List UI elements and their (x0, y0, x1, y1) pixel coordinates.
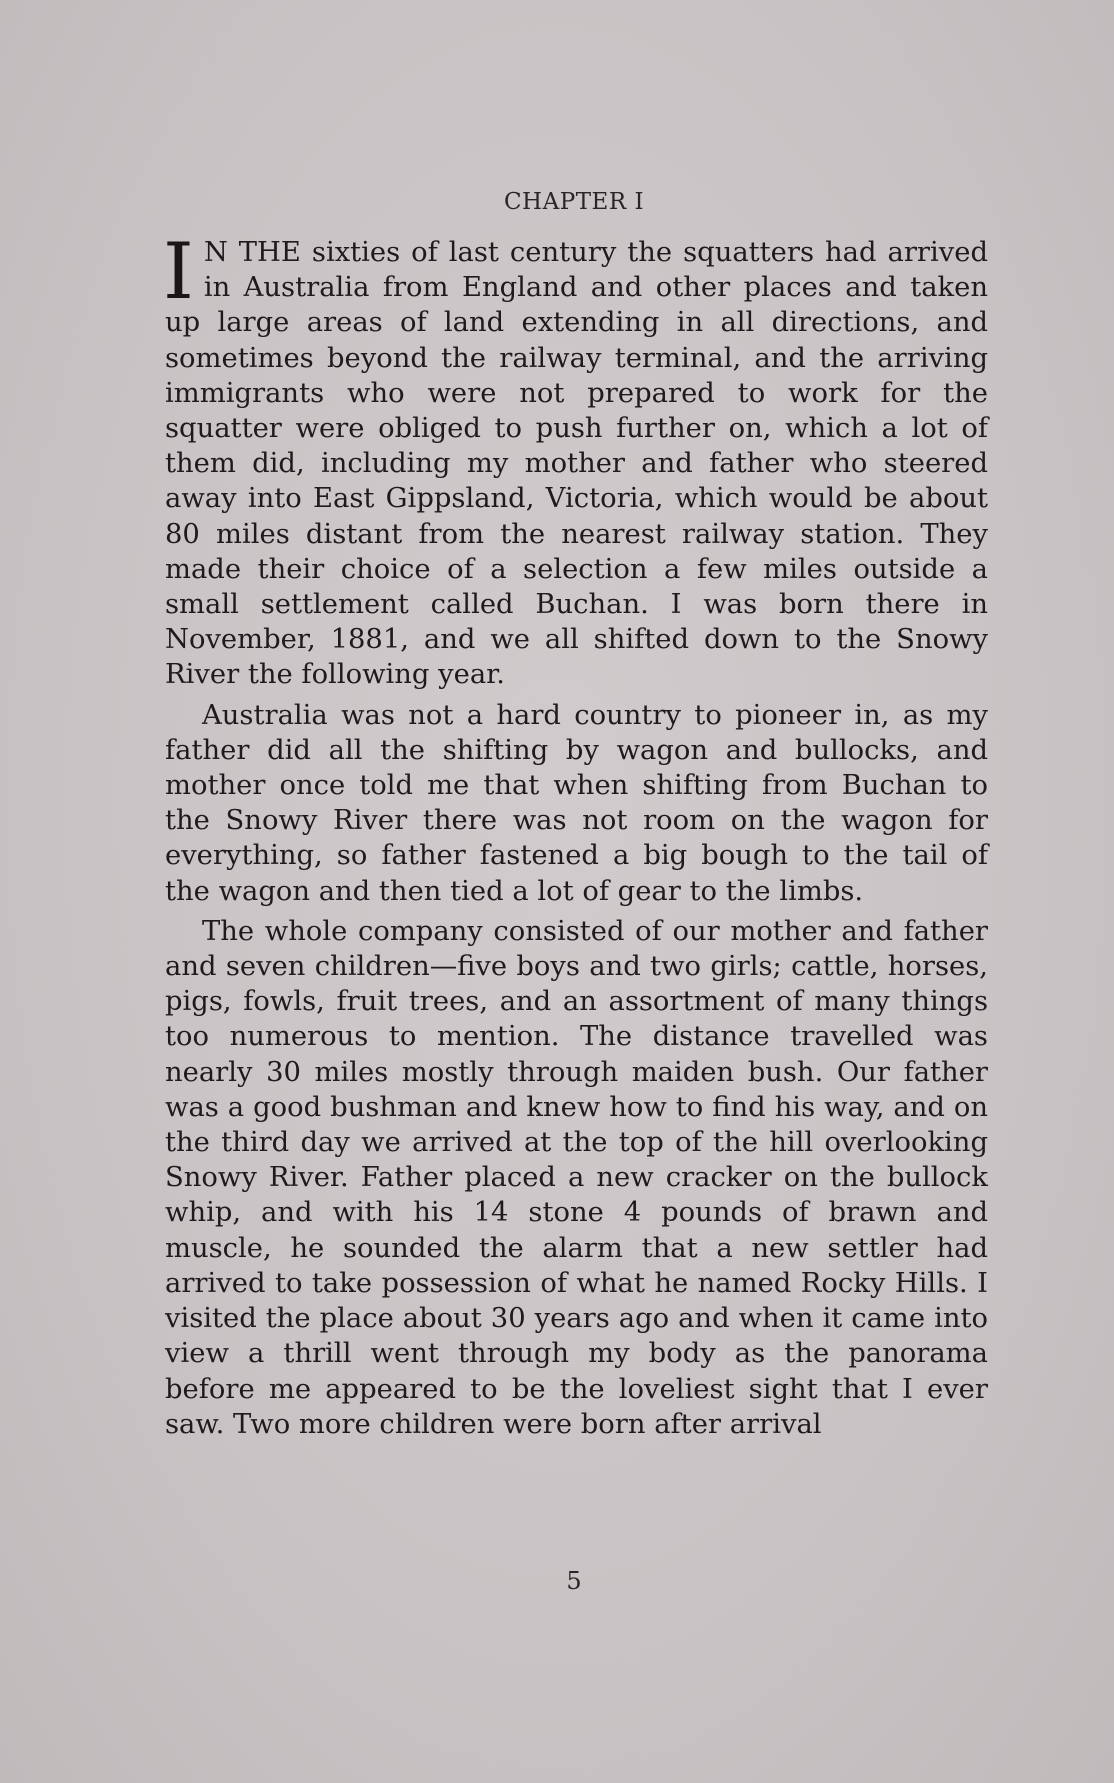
drop-cap: I (163, 227, 194, 317)
page-number: 5 (566, 1567, 582, 1595)
paragraph-2: Australia was not a hard country to pioneer in, as my father did all the shifting by wagon and bullocks, and mother once told me that when shifting from Buchan to the Snowy River there was not room on the wagon for everything, so father fastened a big bough to the tail of the wagon and then tied a lot of gear to the limbs. (165, 699, 988, 907)
chapter-body (163, 227, 988, 1442)
chapter-heading: CHAPTER I (503, 189, 645, 215)
paragraph-1-text: N THE sixties of last century the squatters had arrived in Australia from England and other places and taken up large areas of land extending in all directions, and sometimes beyond the railway terminal, and the arriving immigrants who were not prepared to work for the squatter were obliged to push further on, which a lot of them did, including my mother and father who steered away into East Gippsland, Victoria, which would be about 80 miles distant from the nearest railway station. They made their choice of a selection a few miles outside a small settlement called Buchan. I was born there in November, 1881, and we all shifted down to the Snowy River the following year. (165, 237, 988, 691)
paragraph-1 (163, 227, 988, 693)
paragraph-3: The whole company consisted of our mother and father and seven children—five boys and two girls; cattle, horses, pigs, fowls, fruit trees, and an assortment of many things too numerous to mention. The distance travelled was nearly 30 miles mostly through maiden bush. Our father was a good bushman and knew how to find his way, and on the third day we arrived at the top of the hill overlooking Snowy River. Father placed a new cracker on the bullock whip, and with his 14 stone 4 pounds of brawn and muscle, he sounded the alarm that a new settler had arrived to take possession of what he named Rocky Hills. I visited the place about 30 years ago and when it came into view a thrill went through my body as the panorama before me appeared to be the loveliest sight that I ever saw. Two more children were born after arrival (165, 915, 988, 1440)
